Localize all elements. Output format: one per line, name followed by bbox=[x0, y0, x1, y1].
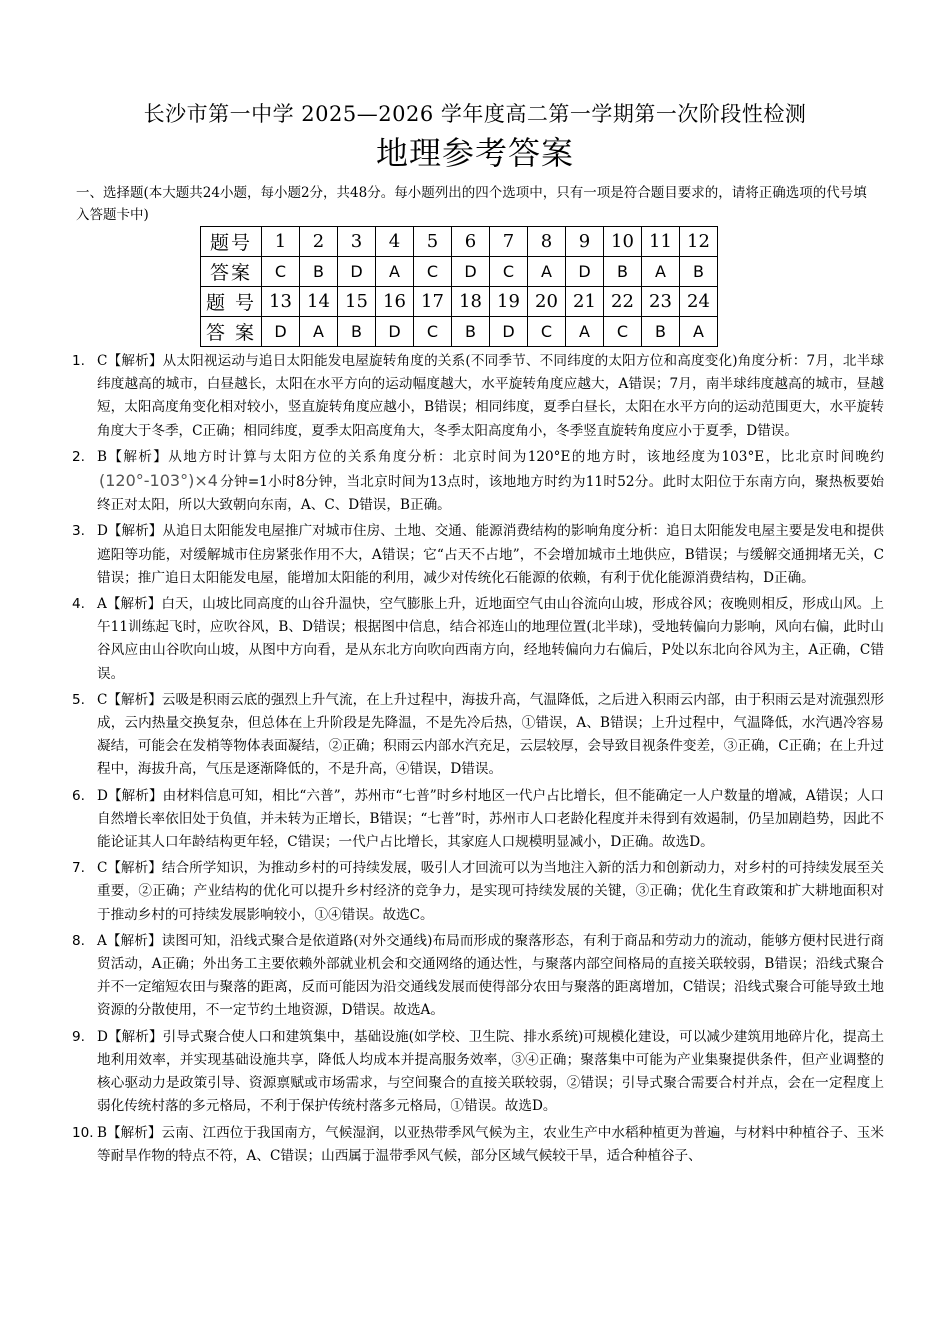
question-number-cell: 20 bbox=[528, 287, 566, 317]
question-number-cell: 9 bbox=[566, 227, 604, 257]
explanation-item bbox=[72, 785, 884, 855]
question-number: 7. bbox=[72, 860, 85, 877]
row-label: 题号 bbox=[201, 227, 262, 257]
question-number-cell: 22 bbox=[604, 287, 642, 317]
answer-cell: A bbox=[300, 317, 338, 347]
question-number: 10. bbox=[72, 1124, 94, 1141]
explanation-text: C【解析】从太阳视运动与追日太阳能发电屋旋转角度的关系(不同季节、不同纬度的太阳方位和高度变化)角度分析：7月，北半球纬度越高的城市，白昼越长，太阳在水平方向的运动幅度越大，水平旋转角度应越大，A错误；7月，南半球纬度越高的城市，昼越短，太阳高度角变化相对较小，竖直旋转角度应越小，B错误；相同纬度，夏季白昼长，太阳在水平方向的运动范围更大，水平旋转角度大于冬季，C正确；相同纬度，夏季太阳高度角大，冬季太阳高度角小，冬季竖直旋转角度应小于夏季，D错误。 bbox=[97, 353, 884, 439]
question-number-cell: 23 bbox=[642, 287, 680, 317]
explanation-text: 分钟=1小时8分钟，当北京时间为13点时，该地地方时约为11时52分。此时太阳位于东南方向，聚热板要始终正对太阳，所以大致朝向东南，A、C、D错误，B正确。 bbox=[97, 474, 884, 514]
answer-cell: C bbox=[414, 317, 452, 347]
question-number-cell: 18 bbox=[452, 287, 490, 317]
answer-table-row bbox=[201, 227, 718, 257]
answer-cell: D bbox=[338, 257, 376, 287]
question-number-cell: 1 bbox=[262, 227, 300, 257]
answer-cell: C bbox=[528, 317, 566, 347]
question-number: 6. bbox=[72, 787, 85, 804]
explanation-text: D【解析】引导式聚合使人口和建筑集中，基础设施(如学校、卫生院、排水系统)可规模化建设，可以减少建筑用地碎片化，提高土地利用效率，并实现基础设施共享，降低人均成本并提高服务效率，③④正确；聚落集中可能为产业集聚提供条件，但产业调整的核心驱动力是政策引导、资源禀赋或市场需求，与空间聚合的直接关联较弱，②错误；引导式聚合需要合村并点，会在一定程度上弱化传统村落的多元格局，不利于保护传统村落多元格局，①错误。故选D。 bbox=[97, 1028, 884, 1115]
question-number-cell: 10 bbox=[604, 227, 642, 257]
question-number-cell: 7 bbox=[490, 227, 528, 257]
answer-cell: D bbox=[262, 317, 300, 347]
time-formula: (120°-103°)×4 bbox=[99, 471, 218, 491]
section-intro: 一、选择题(本大题共24小题，每小题2分，共48分。每小题列出的四个选项中，只有一项是符合题目要求的，请将正确选项的代号填入答题卡中) bbox=[76, 185, 867, 223]
explanation-item bbox=[72, 930, 884, 1023]
explanation-item bbox=[72, 446, 884, 518]
answer-cell: A bbox=[566, 317, 604, 347]
question-number-cell: 6 bbox=[452, 227, 490, 257]
explanation-item bbox=[72, 520, 884, 590]
explanation-text: D【解析】由材料信息可知，相比“六普”，苏州市“七普”时乡村地区一代户占比增长，但不能确定一人户数量的增减，A错误；人口自然增长率依旧处于负值，并未转为正增长，B错误；“七普”时，苏州市人口老龄化程度并未得到有效遏制，仍呈加剧趋势，因此不能论证其人口年龄结构更年轻，C错误；一代户占比增长，其家庭人口规模明显减小，D正确。故选D。 bbox=[97, 787, 884, 851]
question-number-cell: 21 bbox=[566, 287, 604, 317]
exam-title: 长沙市第一中学 2025—2026 学年度高二第一学期第一次阶段性检测 bbox=[143, 102, 807, 126]
answer-table-row bbox=[201, 317, 718, 347]
explanation-item bbox=[72, 593, 884, 686]
question-number-cell: 4 bbox=[376, 227, 414, 257]
question-number-cell: 13 bbox=[262, 287, 300, 317]
answer-cell: D bbox=[490, 317, 528, 347]
explanation-text: D【解析】从追日太阳能发电屋推广对城市住房、土地、交通、能源消费结构的影响角度分析：追日太阳能发电屋主要是发电和提供遮阳等功能，对缓解城市住房紧张作用不大，A错误；它“占天不占地”，不会增加城市土地供应，B错误；与缓解交通拥堵无关，C错误；推广追日太阳能发电屋，能增加太阳能的利用，减少对传统化石能源的依赖，有利于优化能源消费结构，D正确。 bbox=[97, 523, 884, 586]
question-number: 2. bbox=[72, 448, 85, 465]
answer-cell: A bbox=[642, 257, 680, 287]
answer-cell: C bbox=[262, 257, 300, 287]
question-number-cell: 3 bbox=[338, 227, 376, 257]
row-label: 题 号 bbox=[201, 287, 262, 317]
question-number-cell: 24 bbox=[680, 287, 718, 317]
answer-cell: C bbox=[414, 257, 452, 287]
explanation-text: C【解析】云吸是积雨云底的强烈上升气流，在上升过程中，海拔升高，气温降低，之后进入积雨云内部，由于积雨云是对流强烈形成，云内热量交换复杂，但总体在上升阶段是先降温，不是先冷后热，①错误，A、B错误；上升过程中，气温降低，水汽遇冷容易凝结，可能会在发梢等物体表面凝结，②正确；积雨云内部水汽充足，云层较厚，会导致目视条件变差，③正确，C正确；在上升过程中，海拔升高，气压是逐渐降低的，不是升高，④错误，D错误。 bbox=[97, 691, 884, 778]
answer-table bbox=[200, 226, 718, 347]
answer-cell: A bbox=[680, 317, 718, 347]
row-label: 答 案 bbox=[201, 317, 262, 347]
question-number-cell: 14 bbox=[300, 287, 338, 317]
answer-cell: B bbox=[338, 317, 376, 347]
question-number: 3. bbox=[72, 523, 85, 540]
question-number-cell: 15 bbox=[338, 287, 376, 317]
answer-cell: B bbox=[642, 317, 680, 347]
answer-table-row bbox=[201, 257, 718, 287]
question-number-cell: 5 bbox=[414, 227, 452, 257]
answer-cell: C bbox=[604, 317, 642, 347]
answer-cell: B bbox=[604, 257, 642, 287]
question-number-cell: 12 bbox=[680, 227, 718, 257]
question-number-cell: 8 bbox=[528, 227, 566, 257]
explanation-item bbox=[72, 350, 884, 443]
answer-cell: B bbox=[680, 257, 718, 287]
answer-cell: A bbox=[528, 257, 566, 287]
explanation-text: A【解析】读图可知，沿线式聚合是依道路(对外交通线)布局而形成的聚落形态，有利于商品和劳动力的流动，能够方便村民进行商贸活动，A正确；外出务工主要依赖外部就业机会和交通网络的通达性，与聚落内部空间格局的直接关联较弱，B错误；沿线式聚合并不一定缩短农田与聚落的距离，反而可能因为沿交通线发展而使得部分农田与聚落的距离增加，C错误；沿线式聚合可能导致土地资源的分散使用，不一定节约土地资源，D错误。故选A。 bbox=[97, 932, 884, 1019]
explanation-item bbox=[72, 689, 884, 782]
answer-cell: D bbox=[566, 257, 604, 287]
answer-cell: D bbox=[376, 317, 414, 347]
explanation-text: B【解析】从地方时计算与太阳方位的关系角度分析：北京时间为120°E的地方时，该地经度为103°E，比北京时间晚约 bbox=[97, 448, 884, 465]
answer-table-row bbox=[201, 287, 718, 317]
explanation-list bbox=[72, 350, 884, 1171]
question-number: 4. bbox=[72, 596, 85, 613]
row-label: 答案 bbox=[201, 257, 262, 287]
question-number: 8. bbox=[72, 932, 85, 949]
answer-cell: D bbox=[452, 257, 490, 287]
answer-cell: B bbox=[452, 317, 490, 347]
explanation-item bbox=[72, 1026, 884, 1119]
question-number-cell: 2 bbox=[300, 227, 338, 257]
explanation-text: B【解析】云南、江西位于我国南方，气候湿润，以亚热带季风气候为主，农业生产中水稻种植更为普遍，与材料中种植谷子、玉米等耐旱作物的特点不符，A、C错误；山西属于温带季风气候，部分区域气候较干旱，适合种植谷子、 bbox=[97, 1124, 884, 1164]
explanation-item bbox=[72, 857, 884, 927]
answer-cell: C bbox=[490, 257, 528, 287]
question-number-cell: 11 bbox=[642, 227, 680, 257]
explanation-text: A【解析】白天，山坡比同高度的山谷升温快，空气膨胀上升，近地面空气由山谷流向山坡，形成谷风；夜晚则相反，形成山风。上午11训练起飞时，应吹谷风，B、D错误；根据图中信息，结合祁连山的地理位置(北半球)，受地转偏向力影响，风向右偏，此时山谷风应由山谷吹向山坡，从图中方向看，是从东北方向吹向西南方向，经地转偏向力右偏后，P处以东北向谷风为主，A正确，C错误。 bbox=[97, 596, 884, 682]
explanation-text: C【解析】结合所学知识，为推动乡村的可持续发展，吸引人才回流可以为当地注入新的活力和创新动力，对乡村的可持续发展至关重要，②正确；产业结构的优化可以提升乡村经济的竞争力，是实现可持续发展的关键，③正确；优化生育政策和扩大耕地面积对于推动乡村的可持续发展影响较小，①④错误。故选C。 bbox=[97, 860, 884, 923]
question-number: 9. bbox=[72, 1028, 85, 1045]
question-number-cell: 16 bbox=[376, 287, 414, 317]
answer-key-subtitle: 地理参考答案 bbox=[375, 134, 574, 172]
question-number: 1. bbox=[72, 353, 85, 369]
question-number: 5. bbox=[72, 691, 85, 708]
question-number-cell: 19 bbox=[490, 287, 528, 317]
answer-cell: A bbox=[376, 257, 414, 287]
answer-cell: B bbox=[300, 257, 338, 287]
explanation-item bbox=[72, 1122, 884, 1168]
question-number-cell: 17 bbox=[414, 287, 452, 317]
